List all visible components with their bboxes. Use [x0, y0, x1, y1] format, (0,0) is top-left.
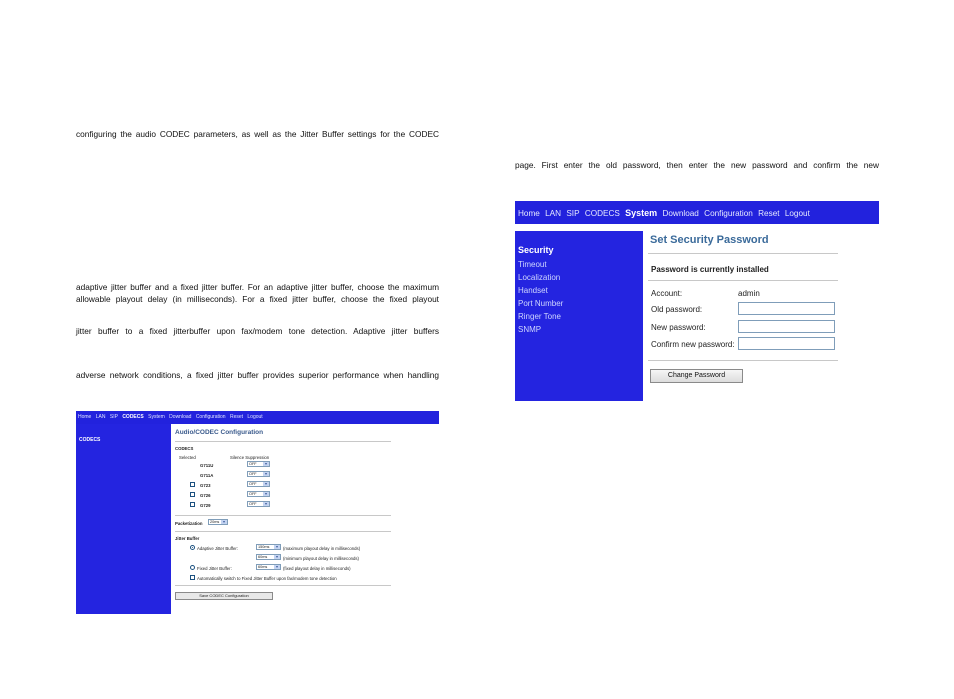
top-nav-bar: [515, 201, 879, 224]
codec-name: G723: [200, 483, 211, 488]
codec-checkbox[interactable]: [190, 502, 195, 507]
codec-config-screenshot: [76, 411, 439, 614]
body-text-line: page. First enter the old password, then enter the new password and confirm the new: [515, 160, 879, 170]
body-text-line: jitter buffer to a fixed jitterbuffer upon fax/modem tone detection. Adaptive jitter buffers: [76, 326, 439, 336]
silence-select[interactable]: OFF ▾: [247, 471, 270, 477]
divider: [175, 585, 391, 586]
codec-name: G711U: [200, 463, 214, 468]
security-password-screenshot: [515, 201, 879, 401]
jitter-buffer-label: Jitter Buffer: [175, 536, 200, 541]
nav-configuration[interactable]: Configuration: [704, 209, 753, 218]
old-password-field[interactable]: [738, 302, 835, 315]
column-header-silence: Silence Suppression: [230, 455, 270, 460]
fixed-select[interactable]: 60ms ▾: [256, 564, 281, 570]
silence-select[interactable]: OFF ▾: [247, 501, 270, 507]
nav-logout[interactable]: Logout: [247, 414, 263, 420]
chevron-down-icon: ▾: [264, 461, 267, 466]
sidebar-item-ringer-tone[interactable]: Ringer Tone: [518, 312, 561, 321]
fixed-note: (fixed playout delay in milliseconds): [283, 566, 351, 571]
sidebar-item-snmp[interactable]: SNMP: [518, 325, 542, 334]
nav-codecs[interactable]: CODECS: [584, 209, 620, 218]
silence-select[interactable]: OFF ▾: [247, 481, 270, 487]
codecs-section-label: CODECS: [175, 446, 194, 451]
codec-checkbox[interactable]: [190, 482, 195, 487]
adaptive-max-select[interactable]: 150ms ▾: [256, 544, 281, 550]
nav-system[interactable]: System: [148, 414, 165, 420]
divider: [175, 515, 391, 516]
codec-name: G711A: [200, 473, 214, 478]
codec-name: G726: [200, 493, 211, 498]
chevron-down-icon: ▾: [275, 564, 278, 569]
chevron-down-icon: ▾: [264, 471, 267, 476]
page-title: Audio/CODEC Configuration: [175, 429, 264, 436]
chevron-down-icon: ▾: [275, 544, 278, 549]
divider: [175, 441, 391, 442]
codec-content: [175, 424, 439, 614]
nav-download[interactable]: Download: [662, 209, 699, 218]
nav-sip[interactable]: SIP: [566, 209, 580, 218]
divider: [175, 531, 391, 532]
chevron-down-icon: ▾: [222, 519, 225, 524]
nav-home[interactable]: Home: [78, 414, 92, 420]
codec-checkbox[interactable]: [190, 492, 195, 497]
sidebar-item-security[interactable]: Security: [518, 245, 554, 255]
sidebar-item-timeout[interactable]: Timeout: [518, 260, 547, 269]
top-nav-bar: [76, 411, 439, 424]
nav-sip[interactable]: SIP: [109, 414, 118, 420]
save-codec-button[interactable]: Save CODEC Configuration: [175, 592, 273, 600]
confirm-password-label: Confirm new password:: [651, 340, 735, 349]
nav-lan[interactable]: LAN: [545, 209, 562, 218]
body-text-line: configuring the audio CODEC parameters, as well as the Jitter Buffer settings for the CODEC: [76, 129, 439, 139]
adaptive-min-note: (minimum playout delay in milliseconds): [283, 556, 359, 561]
old-password-label: Old password:: [651, 305, 703, 314]
nav-download[interactable]: Download: [169, 414, 192, 420]
sidebar: [76, 424, 171, 614]
adaptive-min-select[interactable]: 60ms ▾: [256, 554, 281, 560]
silence-select[interactable]: OFF ▾: [247, 461, 270, 467]
new-password-label: New password:: [651, 323, 706, 332]
change-password-button[interactable]: Change Password: [650, 369, 743, 383]
password-status: Password is currently installed: [651, 265, 769, 274]
nav-home[interactable]: Home: [518, 209, 540, 218]
sidebar-item-handset[interactable]: Handset: [518, 286, 548, 295]
silence-select[interactable]: OFF ▾: [247, 491, 270, 497]
nav-codecs[interactable]: CODECS: [122, 414, 144, 420]
confirm-password-field[interactable]: [738, 337, 835, 350]
codec-name: G729: [200, 503, 211, 508]
account-value: admin: [738, 289, 760, 298]
sidebar-item-port-number[interactable]: Port Number: [518, 299, 564, 308]
adaptive-max-note: (maximum playout delay in milliseconds): [283, 546, 361, 551]
page-title: Set Security Password: [650, 234, 769, 246]
body-text-line: adaptive jitter buffer and a fixed jitter buffer. For an adaptive jitter buffer, choose the maximum: [76, 282, 439, 292]
nav-logout[interactable]: Logout: [784, 209, 810, 218]
chevron-down-icon: ▾: [264, 501, 267, 506]
sidebar: [515, 231, 643, 401]
body-text-line: allowable playout delay (in milliseconds). For a fixed jitter buffer, choose the fixed playout: [76, 294, 439, 304]
nav-reset[interactable]: Reset: [758, 209, 780, 218]
nav-system[interactable]: System: [625, 208, 658, 218]
adaptive-radio[interactable]: [190, 545, 195, 550]
nav-lan[interactable]: LAN: [95, 414, 106, 420]
chevron-down-icon: ▾: [264, 481, 267, 486]
account-label: Account:: [651, 289, 683, 298]
chevron-down-icon: ▾: [264, 491, 267, 496]
adaptive-label: Adaptive Jitter Buffer:: [197, 546, 239, 551]
body-text-line: adverse network conditions, a fixed jitter buffer provides superior performance when handling: [76, 370, 439, 380]
divider: [648, 360, 838, 361]
nav-reset[interactable]: Reset: [229, 414, 244, 420]
new-password-field[interactable]: [738, 320, 835, 333]
nav-configuration[interactable]: Configuration: [195, 414, 226, 420]
sidebar-item-localization[interactable]: Localization: [518, 273, 561, 282]
divider: [648, 253, 838, 254]
fixed-label: Fixed Jitter Buffer:: [197, 566, 232, 571]
sidebar-item-codecs[interactable]: CODECS: [79, 437, 101, 443]
packetization-label: Packetization: [175, 521, 203, 526]
divider: [648, 280, 838, 281]
security-content: [648, 231, 879, 401]
auto-switch-label: Automatically switch to Fixed Jitter Buffer upon fax/modem tone detection: [197, 576, 337, 581]
chevron-down-icon: ▾: [275, 554, 278, 559]
fixed-radio[interactable]: [190, 565, 195, 570]
column-header-selected: Selected: [179, 455, 196, 460]
auto-switch-checkbox[interactable]: [190, 575, 195, 580]
packetization-select[interactable]: 20ms ▾: [208, 519, 228, 525]
